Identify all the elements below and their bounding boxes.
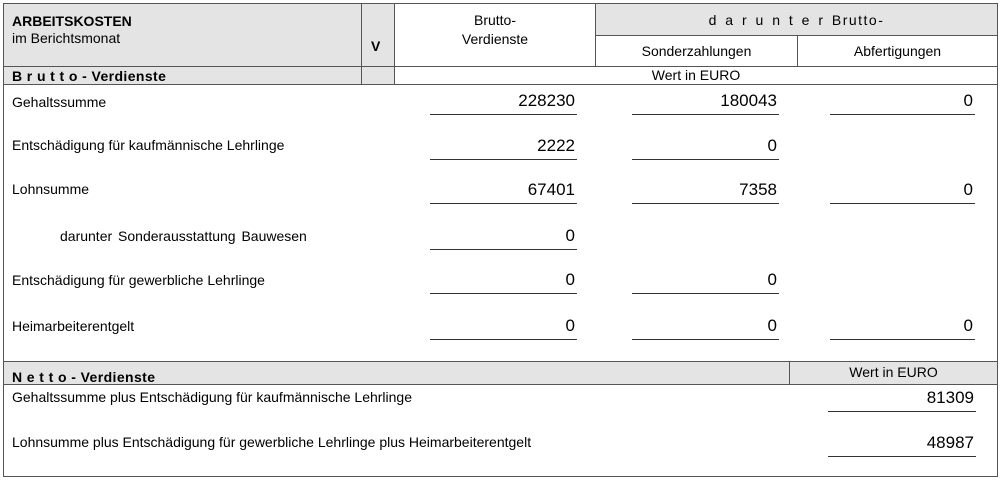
heimarbeiter-sonder: 0 xyxy=(767,316,777,335)
gewerbl-lehrlinge-sonder-line xyxy=(632,293,779,294)
netto-gehaltssumme-value: 81309 xyxy=(926,388,974,407)
brutto-verdienste-header-2: Verdienste xyxy=(461,31,529,47)
row-label-sonderausstattung: darunter Sonderausstattung Bauwesen xyxy=(60,228,307,244)
heimarbeiter-abfert-line xyxy=(830,339,975,340)
netto-line-top xyxy=(4,361,998,362)
gehaltssumme-brutto-line xyxy=(430,114,577,115)
kaufm-lehrlinge-sonder: 0 xyxy=(767,136,777,155)
kaufm-lehrlinge-brutto: 2222 xyxy=(537,136,575,155)
brutto-verdienste-header-1: Brutto- xyxy=(473,12,516,28)
heimarbeiter-brutto-line xyxy=(430,339,577,340)
lohnsumme-sonder: 7358 xyxy=(739,180,777,199)
lohnsumme-brutto: 67401 xyxy=(527,180,575,199)
form-subtitle: im Berichtsmonat xyxy=(12,30,121,46)
header-divider-title xyxy=(361,4,362,84)
netto-unit-label: Wert in EURO xyxy=(849,364,938,380)
lohnsumme-sonder-line xyxy=(632,203,779,204)
kaufm-lehrlinge-sonder-line xyxy=(632,159,779,160)
row-label-heimarbeiterentgelt: Heimarbeiterentgelt xyxy=(12,318,135,334)
row-label-lohnsumme: Lohnsumme xyxy=(12,181,90,197)
netto-lohnsumme-value: 48987 xyxy=(926,433,974,452)
heimarbeiter-abfert: 0 xyxy=(963,316,973,335)
gehaltssumme-abfert-line xyxy=(830,114,975,115)
darunter-brutto-header: d a r u n t e r Brutto- xyxy=(708,12,885,28)
netto-label-gehaltssumme-plus: Gehaltssumme plus Entschädigung für kaufmännische Lehrlinge xyxy=(12,389,413,405)
netto-section-title: N e t t o - Verdienste xyxy=(12,369,156,385)
netto-lohnsumme-line xyxy=(828,456,976,457)
gewerbl-lehrlinge-sonder: 0 xyxy=(767,270,777,289)
kaufm-lehrlinge-brutto-line xyxy=(430,159,577,160)
gehaltssumme-abfert: 0 xyxy=(963,91,973,110)
abfertigungen-header: Abfertigungen xyxy=(853,43,942,59)
netto-gehaltssumme-line xyxy=(828,411,976,412)
netto-label-lohnsumme-plus: Lohnsumme plus Entschädigung für gewerbliche Lehrlinge plus Heimarbeiterentgelt xyxy=(12,434,532,450)
header-line-bottom xyxy=(4,84,998,85)
sonderausstattung-brutto-line xyxy=(430,249,577,250)
lohnsumme-abfert: 0 xyxy=(963,180,973,199)
row-label-gewerbl-lehrlinge: Entschädigung für gewerbliche Lehrlinge xyxy=(12,272,265,288)
form-title: ARBEITSKOSTEN xyxy=(12,13,132,29)
lohnsumme-abfert-line xyxy=(830,203,975,204)
gehaltssumme-sonder: 180043 xyxy=(720,91,777,110)
heimarbeiter-sonder-line xyxy=(632,339,779,340)
brutto-section-title: B r u t t o - Verdienste xyxy=(12,68,167,84)
gehaltssumme-brutto: 228230 xyxy=(518,91,575,110)
row-label-kaufm-lehrlinge: Entschädigung für kaufmännische Lehrlinge xyxy=(12,137,285,153)
heimarbeiter-brutto: 0 xyxy=(565,316,575,335)
gewerbl-lehrlinge-brutto-line xyxy=(430,293,577,294)
row-label-gehaltssumme: Gehaltssumme xyxy=(12,94,107,110)
v-column-label: V xyxy=(371,38,381,54)
brutto-unit-label: Wert in EURO xyxy=(651,67,741,83)
gewerbl-lehrlinge-brutto: 0 xyxy=(565,270,575,289)
lohnsumme-brutto-line xyxy=(430,203,577,204)
header-line-darunter xyxy=(595,35,998,36)
sonderzahlungen-header: Sonderzahlungen xyxy=(641,43,752,59)
gehaltssumme-sonder-line xyxy=(632,114,779,115)
sonderausstattung-brutto: 0 xyxy=(565,226,575,245)
